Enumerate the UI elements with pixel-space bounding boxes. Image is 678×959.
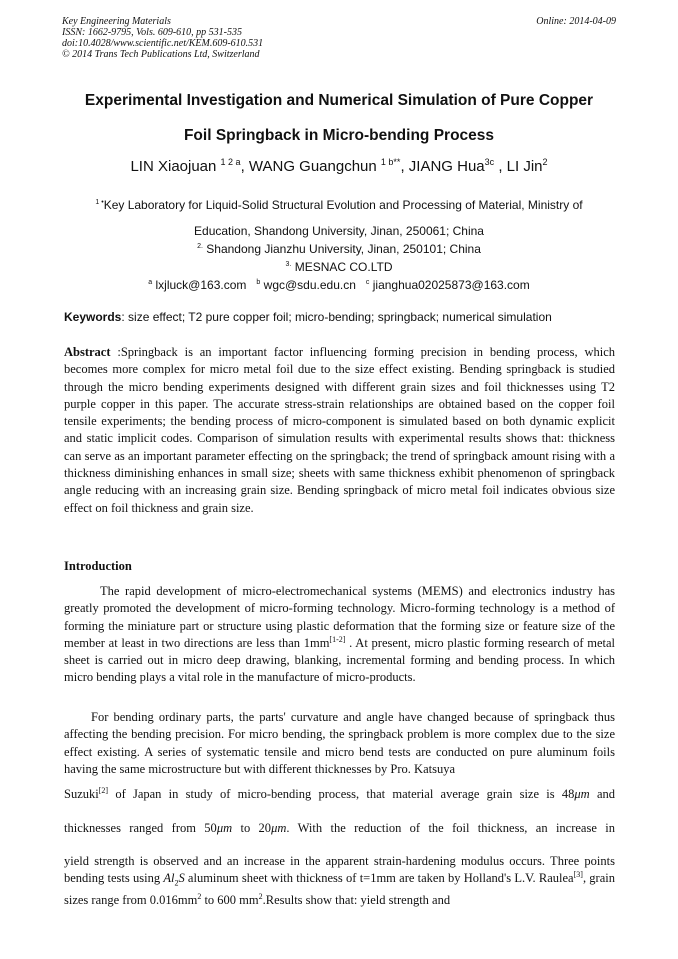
citation: [3] bbox=[573, 870, 583, 880]
keywords-text: : size effect; T2 pure copper foil; micro-bending; springback; numerical simulation bbox=[121, 310, 552, 324]
intro-text: to 600 mm bbox=[201, 893, 259, 908]
abstract-text: :Springback is an important factor influencing forming precision in bending process, which becomes more complex for micro metal foil due to the size effect existing. Bending springback is studied through the micro bending experiments designed with different grain sizes and foil thicknesses using T2 purple copper in this paper. The accurate stress-strain relationships are obtained based on the copper foil tensile experiments; the bending process of micro-component is simulated based on both dynamic explicit and static implicit codes. Comparison of simulation results with experimental results shows that: thickness can serve as an important parameter effecting on the springback; the trend of springback amount rising with a thickness diminishing enhances in small size; sheets with same thickness exhibit phenomenon of springback angle reducing with an increasing grain size. Bending springback of micro metal foil indicates obvious size effect on foil thickness and grain size. bbox=[64, 345, 615, 515]
author-affiliation-mark: 1 2 a bbox=[220, 157, 241, 167]
intro-text: For bending ordinary parts, the parts' curvature and angle have changed because of springback thus affecting the bending precision. For micro bending, the springback problem is more complex due to the size effect existing. A series of systematic tensile and micro bend tests are conducted on pure aluminum foils having the same microstructure but with different thicknesses by Pro. Katsuya bbox=[64, 710, 615, 776]
doi-line: doi:10.4028/www.scientific.net/KEM.609-610.531 bbox=[62, 38, 264, 49]
author-affiliation-mark: 2 bbox=[542, 157, 548, 167]
affiliation-text: MESNAC CO.LTD bbox=[291, 260, 393, 274]
unit-micrometer: μm bbox=[271, 821, 287, 835]
intro-text: Suzuki bbox=[64, 787, 99, 801]
affiliation-mark: 2. bbox=[197, 243, 203, 250]
intro-paragraph-1 bbox=[64, 583, 615, 687]
superscript: 2 bbox=[258, 891, 263, 901]
affiliation-1-line-2: Education, Shandong University, Jinan, 250061; China bbox=[194, 224, 484, 238]
unit-micrometer: μm bbox=[574, 787, 590, 801]
paper-title-line-1: Experimental Investigation and Numerical Simulation of Pure Copper bbox=[84, 92, 594, 109]
intro-text: thicknesses ranged from 50 bbox=[64, 821, 217, 835]
author-name: , WANG Guangchun bbox=[240, 158, 381, 175]
intro-text: and bbox=[589, 787, 615, 801]
intro-paragraph-2-continued bbox=[64, 853, 615, 909]
abstract-label: Abstract bbox=[64, 345, 111, 359]
intro-paragraph-2 bbox=[64, 709, 615, 778]
online-date: Online: 2014-04-09 bbox=[536, 16, 616, 27]
citation: [1-2] bbox=[329, 634, 346, 644]
intro-text: . At present, micro plastic forming research of metal sheet is carried out in micro deep drawing, blanking, incremental forming and bending process. In which micro bending plays a vital role in the manufacture of micro-products. bbox=[64, 635, 615, 685]
intro-text: aluminum sheet with thickness of t=1mm are taken by Holland's L.V. Raulea bbox=[184, 871, 574, 886]
intro-line-thickness bbox=[64, 820, 615, 837]
superscript: 2 bbox=[197, 891, 202, 901]
author-affiliation-mark: 1 b** bbox=[380, 157, 401, 167]
email-address: wgc@sdu.edu.cn bbox=[260, 278, 356, 292]
abstract bbox=[64, 344, 615, 517]
alloy-symbol: Al bbox=[163, 871, 175, 886]
affiliation-text: Key Laboratory for Liquid-Solid Structural Evolution and Processing of Material, Ministry of bbox=[103, 198, 583, 212]
author-affiliation-mark: 3c bbox=[484, 157, 495, 167]
affiliation-2 bbox=[40, 242, 638, 256]
citation: [2] bbox=[98, 785, 109, 795]
affiliation-3 bbox=[40, 260, 638, 274]
author-list bbox=[40, 157, 638, 175]
author-name: LIN Xiaojuan bbox=[130, 158, 221, 175]
email-mark: c bbox=[365, 279, 370, 286]
journal-meta bbox=[62, 16, 263, 60]
alloy-symbol: S bbox=[178, 871, 185, 886]
email-mark: a bbox=[148, 279, 153, 286]
email-mark: b bbox=[256, 279, 261, 286]
journal-name: Key Engineering Materials bbox=[62, 16, 171, 27]
email-address: lxjluck@163.com bbox=[152, 278, 247, 292]
paper-title-line-2: Foil Springback in Micro-bending Process bbox=[183, 127, 495, 144]
intro-text: , grain sizes range from 0.016mm bbox=[64, 871, 615, 908]
affiliation-mark: 3. bbox=[285, 261, 292, 268]
intro-text: . With the reduction of the foil thickness, an increase in bbox=[286, 821, 615, 835]
keywords-label: Keywords bbox=[64, 310, 122, 324]
author-name: , LI Jin bbox=[494, 158, 543, 175]
intro-text: The rapid development of micro-electromechanical systems (MEMS) and electronics industry has greatly promoted the development of micro-forming technology. Micro-forming technology is a method of forming the miniature part or structure using plastic deformation that the forming size or feature size of the member at least in two directions are less than 1mm bbox=[64, 584, 615, 650]
email-address: jianghua02025873@163.com bbox=[369, 278, 530, 292]
unit-micrometer: μm bbox=[216, 821, 233, 835]
intro-text: to 20 bbox=[232, 821, 272, 835]
copyright-line: © 2014 Trans Tech Publications Ltd, Switzerland bbox=[62, 49, 260, 60]
author-name: , JIANG Hua bbox=[400, 158, 485, 175]
affiliation-text: Shandong Jianzhu University, Jinan, 250101; China bbox=[202, 242, 481, 256]
keywords bbox=[64, 310, 624, 324]
section-heading-introduction: Introduction bbox=[64, 559, 132, 573]
email-line bbox=[40, 278, 638, 292]
affiliation-1-line-1 bbox=[40, 198, 638, 212]
alloy-subscript: 2 bbox=[174, 878, 179, 888]
intro-text: yield strength is observed and an increase in the apparent strain-hardening modulus occurs. Three points bending tests using bbox=[64, 854, 615, 886]
affiliation-mark: 1 • bbox=[95, 199, 104, 206]
issn-line: ISSN: 1662-9795, Vols. 609-610, pp 531-535 bbox=[62, 27, 242, 38]
intro-line-suzuki bbox=[64, 786, 615, 803]
intro-text: .Results show that: yield strength and bbox=[262, 893, 451, 908]
intro-text: of Japan in study of micro-bending process, that material average grain size is 48 bbox=[108, 787, 575, 801]
